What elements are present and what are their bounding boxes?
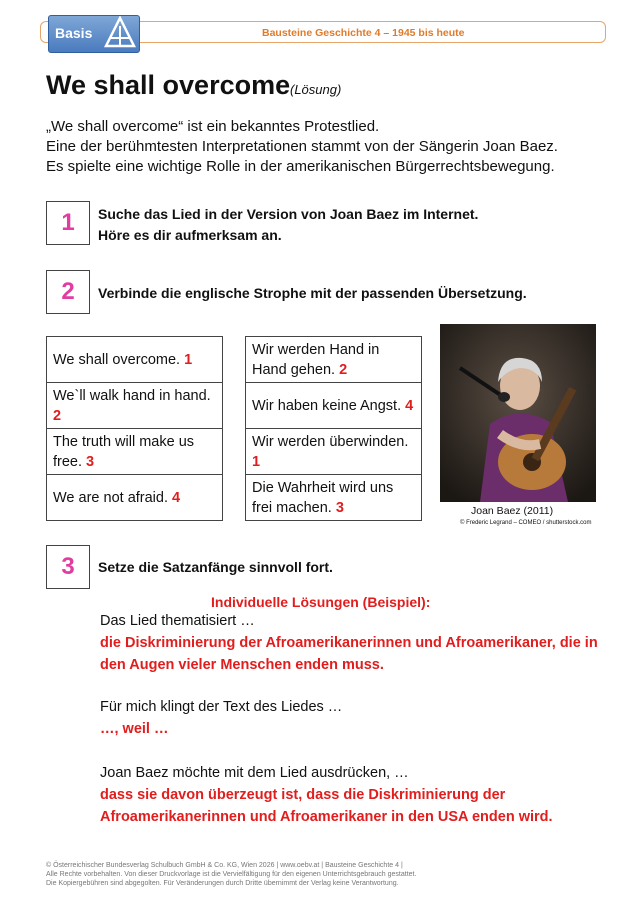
task-line: Setze die Satzanfänge sinnvoll fort.: [98, 559, 333, 575]
footer-line: Die Kopiergebühren sind abgegolten. Für Veränderungen durch Dritte übernimmt der Verlag keine Verantwortung.: [46, 880, 399, 887]
task-text: [98, 204, 478, 246]
german-lines-table: [245, 336, 422, 521]
match-number: 2: [53, 407, 62, 424]
german-line: Die Wahrheit wird uns frei machen. 3: [246, 475, 422, 521]
german-line: Wir werden Hand in Hand gehen. 2: [246, 337, 422, 383]
photo-caption: Joan Baez (2011): [471, 505, 554, 517]
footer-line: Alle Rechte vorbehalten. Von dieser Druckvorlage ist die Vervielfältigung für den eigenen Unterrichtsgebrauch gestattet.: [46, 871, 417, 878]
match-number: 2: [339, 361, 348, 378]
intro-line: Eine der berühmtesten Interpretationen stammt von der Sängerin Joan Baez.: [46, 138, 558, 155]
english-line: We are not afraid. 4: [47, 475, 223, 521]
sentence-answer: dass sie davon überzeugt ist, dass die Diskriminierung der Afroamerikanerinnen und Afroamerikaner in den USA enden wird.: [100, 787, 553, 825]
sentence-start: Für mich klingt der Text des Liedes …: [100, 699, 343, 715]
german-line: Wir haben keine Angst. 4: [246, 383, 422, 429]
match-number: 3: [335, 499, 344, 516]
match-number: 1: [252, 453, 261, 470]
photo-credit: © Frederic Legrand – COMEO / shutterstock.com: [460, 520, 592, 526]
english-lines-table: [46, 336, 223, 521]
task-text: [98, 557, 333, 578]
task-number: 3: [46, 545, 90, 589]
german-line: Wir werden überwinden. 1: [246, 429, 422, 475]
sentence-start: Joan Baez möchte mit dem Lied ausdrücken, …: [100, 765, 409, 781]
task-number: 1: [46, 201, 90, 245]
series-title: Bausteine Geschichte 4 – 1945 bis heute: [262, 27, 465, 39]
joan-baez-photo: [440, 324, 596, 502]
match-number: 3: [86, 453, 95, 470]
page-title: We shall overcome: [46, 70, 291, 100]
match-number: 1: [184, 351, 193, 368]
english-line: We shall overcome. 1: [47, 337, 223, 383]
task-line: Suche das Lied in der Version von Joan Baez im Internet.: [98, 206, 479, 222]
footer: [46, 861, 416, 888]
solution-heading: Individuelle Lösungen (Beispiel):: [211, 594, 431, 610]
match-number: 4: [172, 489, 181, 506]
task-text: [98, 283, 527, 304]
task-line: Höre es dir aufmerksam an.: [98, 227, 282, 243]
triangle-logo-icon: [104, 16, 136, 50]
english-line: We`ll walk hand in hand. 2: [47, 383, 223, 429]
task-number: 2: [46, 270, 90, 314]
sentence-answer: die Diskriminierung der Afroamerikanerinnen und Afroamerikaner, die in den Augen vieler Menschen enden muss.: [100, 635, 598, 673]
intro-line: Es spielte eine wichtige Rolle in der amerikanischen Bürgerrechtsbewegung.: [46, 158, 555, 175]
sentence-answer: …, weil …: [100, 721, 169, 737]
english-line: The truth will make us free. 3: [47, 429, 223, 475]
title-subtitle: (Lösung): [290, 82, 342, 97]
sentence-start: Das Lied thematisiert …: [100, 613, 255, 629]
logo-text: Basis: [55, 25, 93, 41]
singer-illustration: [440, 324, 596, 502]
match-number: 4: [405, 397, 414, 414]
task-line: Verbinde die englische Strophe mit der passenden Übersetzung.: [98, 285, 527, 301]
footer-line: © Österreichischer Bundesverlag Schulbuch GmbH & Co. KG, Wien 2026 | www.oebv.at | Bausteine Geschichte 4 |: [46, 862, 403, 869]
intro-line: „We shall overcome“ ist ein bekanntes Protestlied.: [46, 118, 380, 135]
